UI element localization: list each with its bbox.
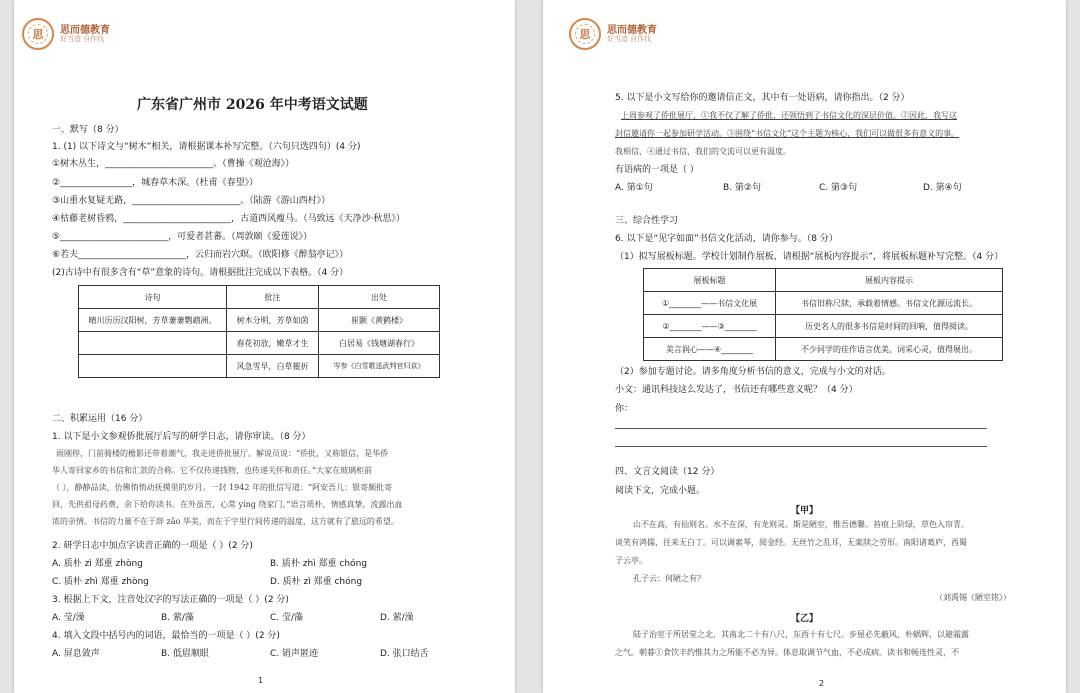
question-text: 1. (1) 以下诗文与“树木”相关，请根据课本补写完整。（六句只选四句）(4 分) <box>52 142 361 152</box>
passage-line: 华人寄回家乡的书信和汇款的合称。它不仅传递钱物，也传递关怀和责任。”大家在玻璃柜前 <box>52 466 373 475</box>
fill-line: ③山重水复疑无路，________________________。（陆游《游山西村》） <box>52 196 331 206</box>
option: A. 屏息敛声 <box>52 649 100 659</box>
section-heading: 三、综合性学习 <box>615 216 679 226</box>
table-cell <box>79 355 227 378</box>
table-header: 批注 <box>227 286 319 309</box>
answer-line <box>615 446 987 447</box>
question-text: 1. 以下是小文参观侨批展厅后写的研学日志，请你审读。（8 分） <box>52 432 311 442</box>
letter-line: 上周参观了侨批展厅，①我不仅了解了侨批，还领悟到了书信文化的深层价值。②因此，我写这 <box>621 111 957 120</box>
table-cell: 书信旧称尺牍，承载着情感。书信文化源远流长。 <box>776 292 1003 315</box>
brand-name: 思而德教育 <box>607 24 657 36</box>
option: B. 质朴 zhì 郑重 chóng <box>270 559 367 569</box>
table-header: 展板内容提示 <box>776 269 1003 292</box>
question-text: 4. 填入文段中括号内的词语，最恰当的一项是（ ）(2 分) <box>52 631 280 641</box>
option: D. 质朴 zì 郑重 chóng <box>270 577 363 587</box>
table-cell <box>79 332 227 355</box>
brand-slogan: 好当造 自作伐 <box>60 34 105 43</box>
passage-line: （ ），静静品读，仿佛悄悄动抚摸里的岁月。一封 1942 年的批信写道：“阿安吾儿：银寄颇批寄 <box>52 483 393 492</box>
table-cell: ①________——书信文化展 <box>644 292 776 315</box>
table-row <box>644 292 1003 315</box>
fill-line: ⑥若夫________________________，云归而岩穴暝。（欧阳修《醉翁亭记》） <box>52 250 349 260</box>
table-header: 诗句 <box>79 286 227 309</box>
passage-line: 子云亭。 <box>615 556 647 565</box>
option: B. 低眉顺眼 <box>161 649 209 659</box>
table-cell: 岑参《白雪歌送武判官归京》 <box>319 355 440 378</box>
brand-logo <box>22 18 110 50</box>
option: D. 张口结舌 <box>380 649 429 659</box>
table-cell: 树木分明，芳草如茵 <box>227 309 319 332</box>
question-text: 3. 根据上下文，注音处汉字的写法正确的一项是（ ）(2 分) <box>52 595 289 605</box>
option: C. 第③句 <box>819 183 858 193</box>
answer-line <box>615 428 987 429</box>
passage-line: 雨刚停，门前骑楼的檐影还带着潮气，我走进侨批展厅。解说员说：“侨批，又称银信，是华侨 <box>56 449 389 458</box>
passage-line: 陆子治室于所居堂之北，其南北二十有八尺，东西十有七尺。步屋必先蔽风，朴蜗辉，以避霜露 <box>633 630 969 639</box>
table-row <box>644 338 1003 361</box>
table-cell: 风急雪早，白草摧折 <box>227 355 319 378</box>
fill-line: ②________________，城春草木深。（杜甫《春望》） <box>52 178 259 188</box>
section-heading: 一、默写（8 分） <box>52 125 124 135</box>
table-cell: 晴川历历汉阳树，芳草萋萋鹦鹉洲。 <box>79 309 227 332</box>
option: A. 莹/澡 <box>52 613 85 623</box>
question-text: 2. 研学日志中加点字读音正确的一项是（ ）(2 分) <box>52 541 253 551</box>
logo-seal-icon: 思 <box>22 18 54 50</box>
letter-line: 我相信，④通过书信，我们的交流可以更有温度。 <box>615 147 791 156</box>
page-number: 2 <box>819 679 825 688</box>
question-text: 5. 以下是小文写给你的邀请信正文，其中有一处语病，请你指出。（2 分） <box>615 93 910 103</box>
logo-seal-icon: 思 <box>569 18 601 50</box>
table-header-row <box>644 269 1003 292</box>
option: C. 质朴 zhì 郑重 zhòng <box>52 577 149 587</box>
table-cell: 崔颢《黄鹤楼》 <box>319 309 440 332</box>
fill-line: ①树木丛生，________________________。（曹操《观沧海》） <box>52 159 295 169</box>
brand-name: 思而德教育 <box>60 24 110 36</box>
question-text: （1）拟写展板标题。学校计划制作展板，请根据“展板内容提示”，将展板标题补写完整。（4 分） <box>615 252 1004 262</box>
table-cell: 春花初放，嫩草才生 <box>227 332 319 355</box>
passage-title: 【甲】 <box>790 506 818 516</box>
document-page-2 <box>543 0 1066 693</box>
option: D. 萦/澡 <box>380 613 414 623</box>
table-row <box>79 332 440 355</box>
exhibit-table <box>643 268 1003 361</box>
question-text: 有语病的一项是（ ） <box>615 165 699 175</box>
option: A. 质朴 zì 郑重 zhòng <box>52 559 143 569</box>
table-row <box>79 309 440 332</box>
table-cell: ②________——③________ <box>644 315 776 338</box>
table-header: 出处 <box>319 286 440 309</box>
passage-source: （刘禹锡《陋室铭》） <box>935 593 1011 602</box>
passage-title: 【乙】 <box>790 614 818 624</box>
passage-line: 孔子云：何陋之有？ <box>633 574 705 583</box>
table-cell: 历史名人的很多书信是时间的回响，值得阅读。 <box>776 315 1003 338</box>
option: D. 第④句 <box>923 183 962 193</box>
table-header-row <box>79 286 440 309</box>
section-heading: 四、文言文阅读（12 分） <box>615 467 720 477</box>
table-row <box>79 355 440 378</box>
passage-line: 谈笑有鸿儒，往来无白丁。可以调素琴，阅金经。无丝竹之乱耳，无案牍之劳形。南阳诸葛庐，西蜀 <box>615 538 967 547</box>
table-cell: 美言润心——④________ <box>644 338 776 361</box>
table-cell: 不少同学的佳作语言优美，词采心灵，值得展出。 <box>776 338 1003 361</box>
fill-line: ⑤________________________，可爱者甚蕃。（周敦颐《爱莲说》） <box>52 232 313 242</box>
passage-line: 山不在高，有仙则名。水不在深，有龙则灵。斯是陋室，惟吾德馨。苔痕上阶绿，草色入帘青。 <box>633 520 969 529</box>
option: B. 第②句 <box>723 183 761 193</box>
poem-table <box>78 285 440 378</box>
fill-line: ④枯藤老树昏鸦，________________________，古道西风瘦马。（马致远《天净沙·秋思》） <box>52 214 405 224</box>
brand-slogan: 好当造 自作伐 <box>607 34 652 43</box>
page-title: 广东省广州市 2026 年中考语文试题 <box>137 97 368 113</box>
option: C. 销声匿迹 <box>270 649 319 659</box>
section-heading: 二、积累运用（16 分） <box>52 414 148 424</box>
passage-line: 浓的亲情。书信的力量不在于辞 zǎo 华美，而在于字里行间传递的温度，这方就有了旅远的希望。 <box>52 517 399 526</box>
page-number: 1 <box>258 676 264 685</box>
brand-logo <box>569 18 657 50</box>
table-row <box>644 315 1003 338</box>
letter-line: 封信邀请你一起参加研学活动。③围绕“书信文化”这个主题为核心，我们可以做很多有意义的事。 <box>615 129 960 138</box>
table-header: 展板标题 <box>644 269 776 292</box>
dialogue-line: 你： <box>615 404 634 414</box>
question-text: (2)古诗中有很多含有“草”意象的诗句。请根据批注完成以下表格。（4 分） <box>52 268 349 278</box>
option: B. 萦/藻 <box>161 613 194 623</box>
question-text: 阅读下文，完成小题。 <box>615 486 706 496</box>
table-cell: 白居易《钱塘湖春行》 <box>319 332 440 355</box>
document-page-1 <box>14 0 515 693</box>
option: A. 第①句 <box>615 183 653 193</box>
question-text: （2）参加专题讨论。请多角度分析书信的意义，完成与小文的对话。 <box>615 367 891 377</box>
passage-line: 之气。朝暮①食饮丰约惟其力之所能不必为异。体息取调节气血，不必成病。读书和畅连性灵，不 <box>615 648 959 657</box>
passage-line: 回，先供祖母药费，余下给你读书。在外虽苦，心常 yíng 绕家门。”语言质朴，情感真挚，流露出血 <box>52 500 403 509</box>
question-text: 6. 以下是“见字如面”书信文化活动，请你参与。（8 分） <box>615 234 838 244</box>
option: C. 莹/藻 <box>270 613 304 623</box>
dialogue-line: 小文：通讯科技这么发达了，书信还有哪些意义呢？（4 分） <box>615 385 858 395</box>
